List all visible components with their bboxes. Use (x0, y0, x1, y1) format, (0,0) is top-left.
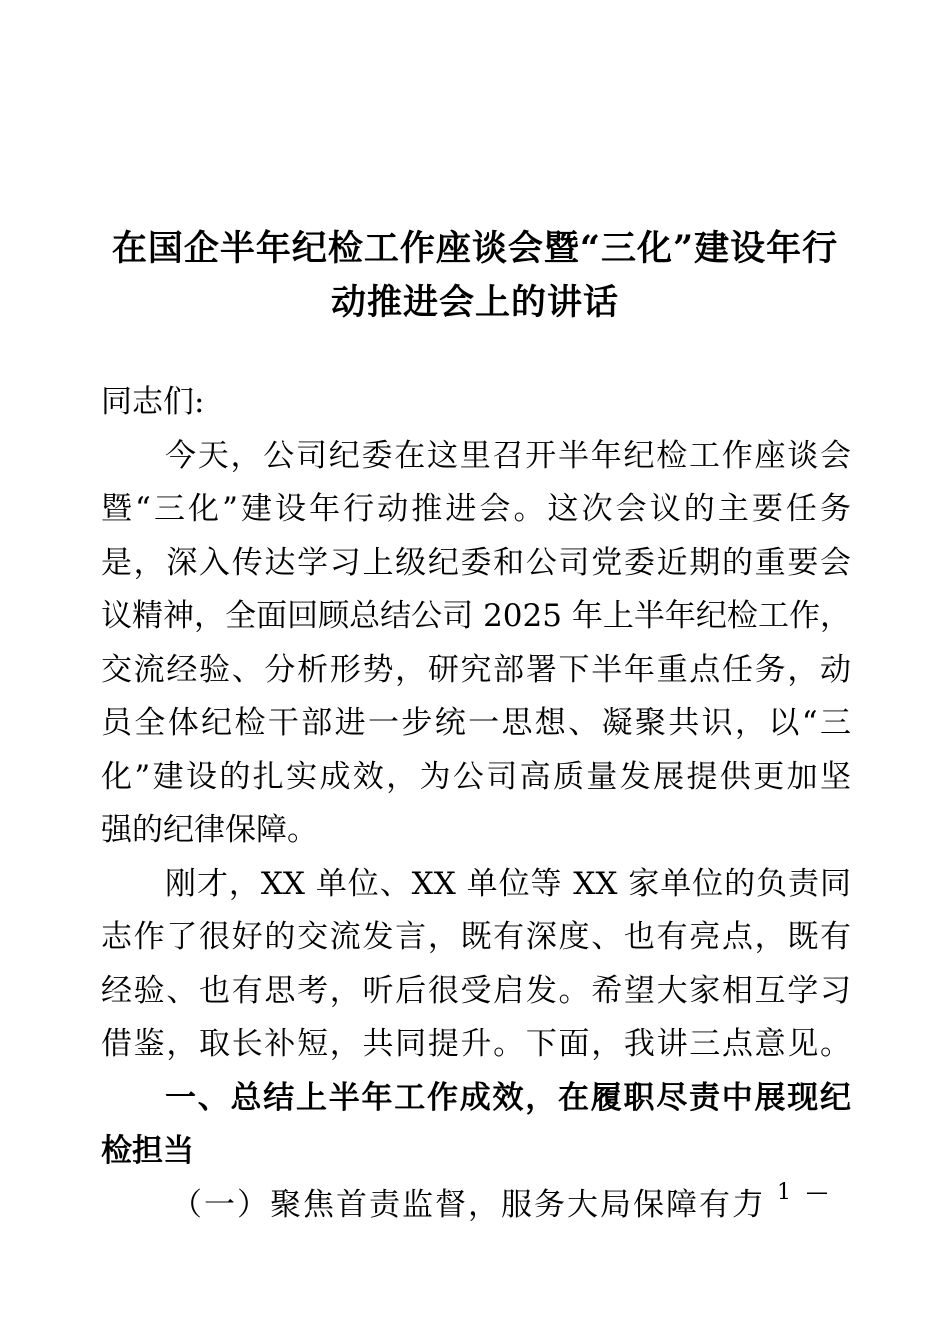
paragraph-2-line: 借鉴，取长补短，共同提升。下面，我讲三点意见。 (101, 1026, 851, 1062)
paragraph-2-line: 经验、也有思考，听后很受启发。希望大家相互学习 (101, 972, 851, 1009)
paragraph-1-line: 暨“三化”建设年行动推进会。这次会议的主要任务 (101, 491, 851, 527)
paragraph-2-line: 志作了很好的交流发言，既有深度、也有亮点，既有 (101, 919, 851, 955)
paragraph-1-line: 员全体纪检干部进一步统一思想、凝聚共识，以“三 (101, 705, 851, 741)
section-heading-1: 一、总结上半年工作成效，在履职尽责中展现纪 (165, 1079, 851, 1116)
paragraph-1-line: 议精神，全面回顾总结公司 2025 年上半年纪检工作， (101, 598, 851, 634)
salutation: 同志们: (101, 384, 205, 420)
paragraph-1-line: 强的纪律保障。 (101, 812, 318, 848)
paragraph-1-line: 是，深入传达学习上级纪委和公司党委近期的重要会 (101, 544, 851, 581)
paragraph-2-line: 刚才，XX 单位、XX 单位等 XX 家单位的负责同 (165, 865, 851, 902)
title-line: 动推进会上的讲话 (330, 282, 619, 323)
title-line: 在国企半年纪检工作座谈会暨“三化”建设年行 (111, 228, 839, 269)
document-body (101, 376, 851, 1232)
paragraph-1-line: 交流经验、分析形势，研究部署下半年重点任务，动 (101, 651, 851, 688)
paragraph-1-line: 化”建设的扎实成效，为公司高质量发展提供更加坚 (101, 758, 851, 795)
subsection-heading: （一）聚焦首责监督，服务大局保障有力 (171, 1186, 765, 1223)
paragraph-1-line: 今天，公司纪委在这里召开半年纪检工作座谈会 (165, 437, 851, 474)
section-heading-1: 检担当 (101, 1133, 194, 1169)
document-title (90, 222, 860, 330)
page-number: — 1 — (740, 1180, 832, 1205)
